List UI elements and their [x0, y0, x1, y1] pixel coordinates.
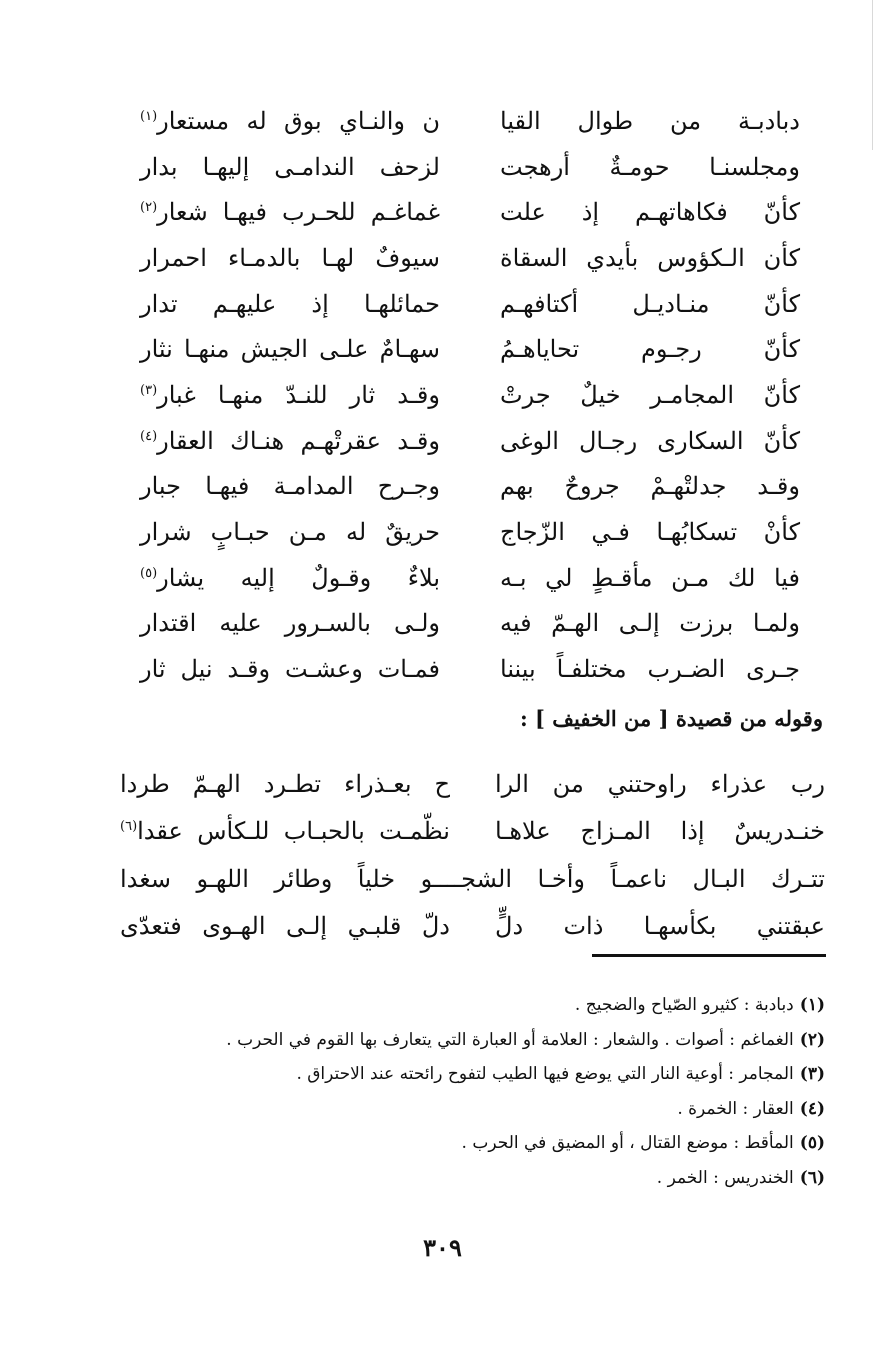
verse-line	[140, 509, 800, 555]
first-hemistich: كأن الـكؤوس بأيدي السقاة	[500, 243, 800, 272]
verse-line	[120, 855, 825, 903]
second-hemistich	[140, 381, 440, 409]
footnote-separator	[592, 954, 826, 957]
second-hemistich	[140, 107, 440, 135]
poem-first	[140, 98, 800, 692]
poem-second	[120, 760, 825, 950]
hemistich-text: نظّمـت بالحبـاب للـكأس عقدا	[137, 817, 450, 846]
poem-intro-heading: وقوله من قصيدة [ من الخفيف ] :	[519, 706, 823, 731]
verse-line	[140, 281, 800, 327]
first-hemistich: ومجلسنـا حومـةٌ أرهجت	[500, 152, 800, 181]
first-hemistich: كأنّ منـاديـل أكتافهـم	[500, 289, 800, 318]
verse-line	[140, 235, 800, 281]
footnote-number: (١)	[799, 995, 825, 1016]
verse-line	[140, 98, 800, 144]
first-hemistich: كأنّ فكاهاتهـم إذ علت	[500, 198, 800, 227]
first-hemistich: كأنْ تسكابُهـا فـي الزّجاج	[500, 518, 800, 547]
footnote-text: المجامر : أوعية النار التي يوضع فيها الطيب لتفوح رائحته عند الاحتراق .	[296, 1064, 794, 1085]
footnote-item	[125, 1057, 825, 1092]
first-hemistich: فيا لك مـن مأقـطٍ لي بـه	[500, 563, 800, 592]
first-hemistich: كأنّ المجامـر خيلٌ جرتْ	[500, 380, 800, 409]
footnote-number: (٤)	[799, 1098, 825, 1119]
second-hemistich: وجـرح المدامـة فيهـا جبار	[140, 472, 440, 501]
footnote-item	[125, 1092, 825, 1127]
first-hemistich: وقـد جدلتْهـمْ جروحٌ بهم	[500, 472, 800, 501]
first-hemistich: رب عذراء راوحتني من الرا	[495, 769, 825, 798]
footnote-number: (٥)	[799, 1133, 825, 1154]
footnote-item	[125, 1023, 825, 1058]
hemistich-text: غماغـم للحـرب فيهـا شعار	[157, 198, 440, 227]
first-hemistich: كأنّ رجـوم تحاياهـمُ	[500, 335, 800, 364]
scan-edge-line	[872, 0, 873, 150]
verse-line	[140, 601, 800, 647]
second-hemistich: ح بعـذراء تطـرد الهـمّ طردا	[120, 769, 450, 798]
verse-line	[120, 808, 825, 856]
hemistich-text: وقـد ثار للنـدّ منهـا غبار	[157, 380, 440, 409]
footnote-item	[125, 988, 825, 1023]
verse-line	[140, 418, 800, 464]
verse-line	[140, 372, 800, 418]
hemistich-text: ن والنـاي بوق له مستعار	[157, 106, 440, 135]
footnote-marker: (٢)	[140, 200, 158, 216]
second-hemistich: لزحف الندامـى إليهـا بدار	[140, 152, 440, 181]
footnote-marker: (٥)	[140, 565, 158, 581]
second-hemistich: حريقٌ له مـن حبـابٍ شرار	[140, 518, 440, 547]
second-hemistich: سيوفٌ لهـا بالدمـاء احمرار	[140, 243, 440, 272]
footnote-marker: (٦)	[120, 819, 138, 835]
second-hemistich: ولـى بالسـرور عليه اقتدار	[140, 609, 440, 638]
footnote-number: (٦)	[799, 1167, 825, 1188]
footnote-text: دبادبة : كثيرو الصّياح والضجيج .	[574, 995, 794, 1016]
footnote-text: الخندريس : الخمر .	[656, 1167, 794, 1188]
verse-line	[140, 464, 800, 510]
verse-line	[140, 555, 800, 601]
hemistich-text: وقـد عقرتْهـم هنـاك العقار	[157, 426, 440, 455]
verse-line	[120, 760, 825, 808]
hemistich-text: بلاءٌ وقـولٌ إليه يشار	[157, 563, 440, 592]
second-hemistich: حمائلهـا إذ عليهـم تدار	[140, 289, 440, 318]
footnote-item	[125, 1161, 825, 1196]
first-hemistich: عبقتني بكأسهـا ذات دلٍّ	[495, 912, 825, 941]
first-hemistich: ولمـا برزت إلـى الهـمّ فيه	[500, 609, 800, 638]
full-verse: تتـرك البـال ناعمـاً وأخـا الشجــــو خلياً وطائر اللهـو سغدا	[120, 864, 825, 893]
footnotes	[125, 988, 825, 1195]
verse-line	[140, 646, 800, 692]
footnote-text: المأقط : موضع القتال ، أو المضيق في الحرب .	[461, 1133, 794, 1154]
verse-line	[140, 144, 800, 190]
footnote-text: الغماغم : أصوات . والشعار : العلامة أو العبارة التي يتعارف بها القوم في الحرب .	[226, 1029, 794, 1050]
footnote-marker: (٣)	[140, 382, 158, 398]
second-hemistich	[140, 564, 440, 592]
first-hemistich: جـرى الضـرب مختلفـاً بيننا	[500, 655, 800, 684]
second-hemistich: دلّ قلبـي إلـى الهـوى فتعدّى	[120, 912, 450, 941]
footnote-marker: (٤)	[140, 428, 158, 444]
verse-line	[120, 903, 825, 951]
page-number: ٣٠٩	[423, 1233, 462, 1262]
first-hemistich: دبادبـة من طوال القيا	[500, 106, 800, 135]
verse-line	[140, 326, 800, 372]
verse-line	[140, 189, 800, 235]
second-hemistich	[140, 198, 440, 226]
second-hemistich	[120, 817, 450, 845]
second-hemistich	[140, 427, 440, 455]
footnote-number: (٢)	[799, 1029, 825, 1050]
footnote-marker: (١)	[140, 108, 158, 124]
footnote-item	[125, 1126, 825, 1161]
footnote-number: (٣)	[799, 1064, 825, 1085]
first-hemistich: كأنّ السكارى رجـال الوغى	[500, 426, 800, 455]
first-hemistich: خنـدريسٌ إذا المـزاج علاهـا	[495, 817, 825, 846]
footnote-text: العقار : الخمرة .	[677, 1098, 794, 1119]
second-hemistich: فمـات وعشـت وقـد نيل ثار	[140, 655, 440, 684]
second-hemistich: سهـامٌ علـى الجيش منهـا نثار	[140, 335, 440, 364]
